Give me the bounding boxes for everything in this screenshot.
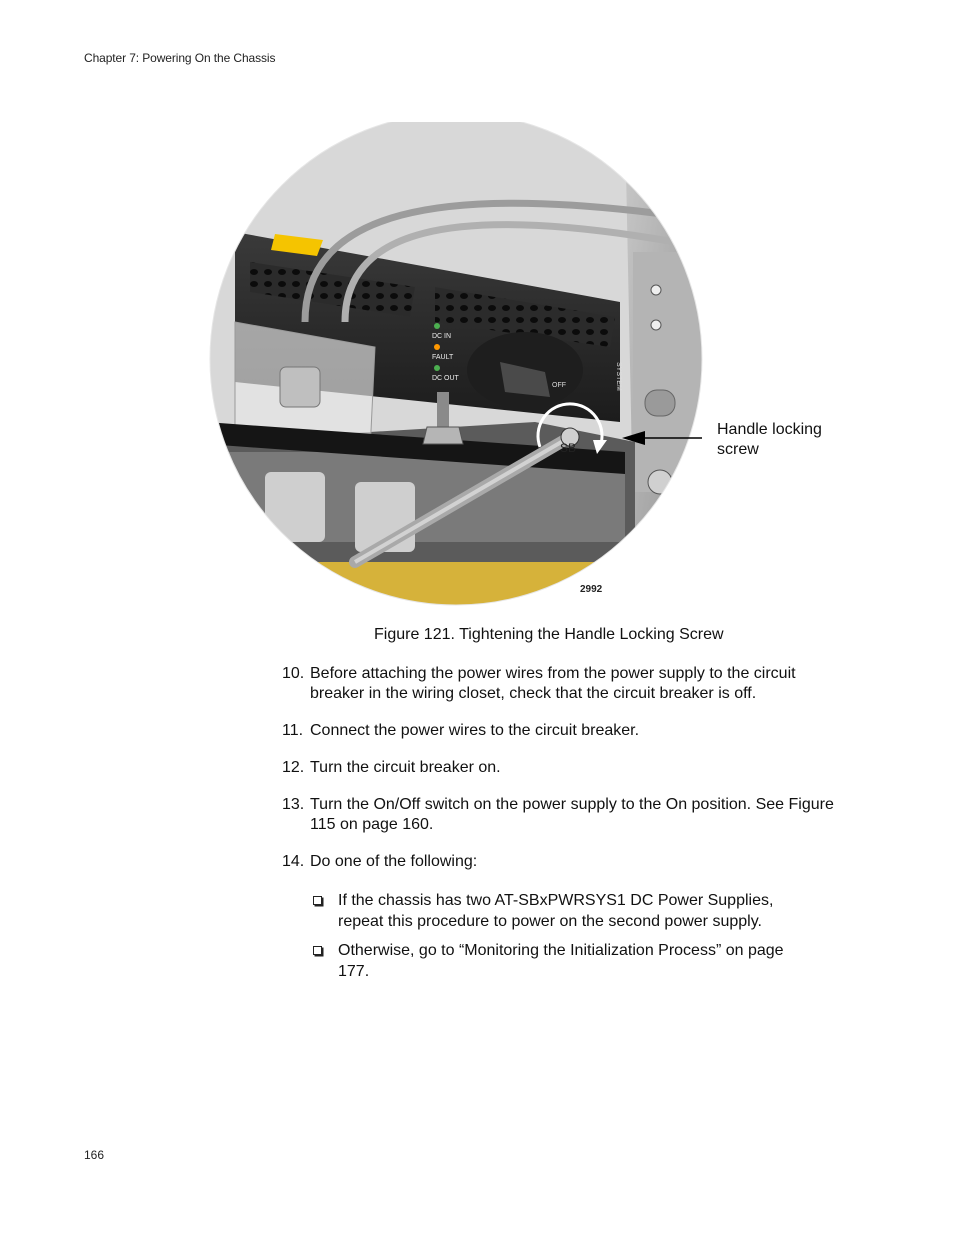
step-item xyxy=(282,852,842,872)
panel-label-system: SYSTEM xyxy=(615,362,622,391)
step-item xyxy=(282,758,842,778)
step-text: Connect the power wires to the circuit breaker. xyxy=(310,722,640,739)
page-number: 166 xyxy=(84,1148,105,1162)
step-text: Do one of the following: xyxy=(310,853,478,870)
step-item xyxy=(282,721,842,741)
figure-tightening-handle-screw xyxy=(205,122,845,607)
step-number: 12. xyxy=(282,759,305,776)
checkbox-bullet-icon xyxy=(313,896,322,905)
procedure-steps xyxy=(282,664,842,990)
step-number: 13. xyxy=(282,796,305,813)
checkbox-bullet-icon xyxy=(313,946,322,955)
option-item xyxy=(310,890,818,932)
step-item xyxy=(282,664,842,704)
step-text: Turn the circuit breaker on. xyxy=(310,759,501,776)
step-item xyxy=(282,795,842,835)
step-number: 11. xyxy=(282,722,304,739)
callout-handle-locking-screw: Handle locking screw xyxy=(717,421,822,458)
step-14-options xyxy=(310,890,842,982)
running-header: Chapter 7: Powering On the Chassis xyxy=(84,51,276,65)
step-number: 10. xyxy=(282,665,305,682)
figure-image-number: 2992 xyxy=(580,584,603,595)
led-label-dc-in: DC IN xyxy=(432,333,452,340)
led-label-fault: FAULT xyxy=(432,354,454,361)
option-text: If the chassis has two AT-SBxPWRSYS1 DC Power Supplies, repeat this procedure to power on the second power supply. xyxy=(338,892,774,930)
step-text: Before attaching the power wires from the power supply to the circuit breaker in the wiring closet, check that the circuit breaker is off. xyxy=(310,665,796,702)
led-label-dc-out: DC OUT xyxy=(432,375,459,382)
option-text: Otherwise, go to “Monitoring the Initialization Process” on page 177. xyxy=(338,942,784,980)
figure-caption: Figure 121. Tightening the Handle Locking Screw xyxy=(374,626,724,643)
step-text: Turn the On/Off switch on the power supply to the On position. See Figure 115 on page 160. xyxy=(310,796,834,833)
illustration-circle xyxy=(205,122,845,607)
chassis-illustration xyxy=(205,122,845,607)
switch-label-off: OFF xyxy=(552,382,566,389)
option-item xyxy=(310,940,818,982)
slot-label-sb: SB xyxy=(560,441,577,455)
step-number: 14. xyxy=(282,853,305,870)
